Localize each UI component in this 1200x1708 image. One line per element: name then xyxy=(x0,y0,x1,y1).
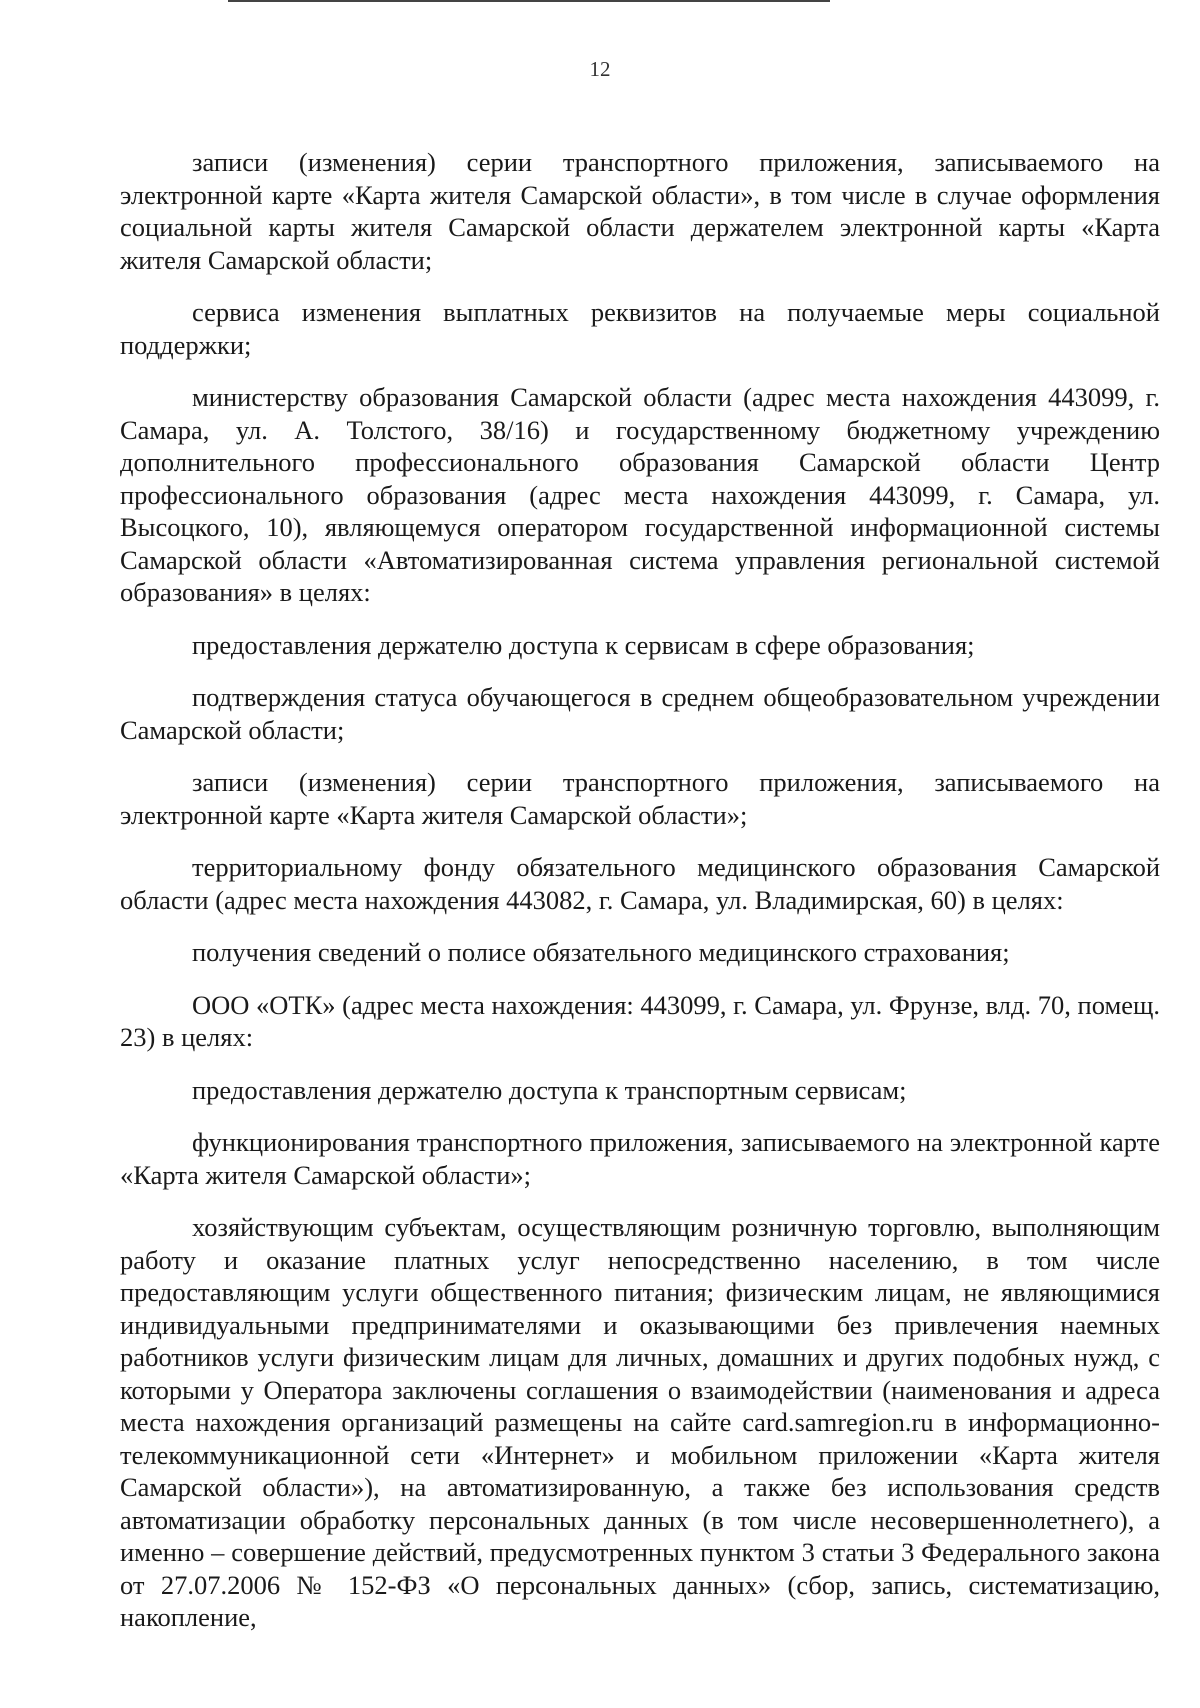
paragraph-ministry-of-education: министерству образования Самарской области (адрес места нахождения 443099, г. Самара, ул. А. Толстого, 38/16) и государственному бюджетному учреждению дополнительного профессионального образования Самарской области Центр профессионального образования (адрес места нахождения 443099, г. Самара, ул. Высоцкого, 10), являющемуся оператором государственной информационной системы Самарской области «Автоматизированная система управления региональной системой образования» в целях: xyxy=(120,382,1160,607)
paragraph-otk: ООО «ОТК» (адрес места нахождения: 443099, г. Самара, ул. Фрунзе, влд. 70, помещ. 23) в целях: xyxy=(120,989,1161,1052)
paragraph-transport-series-record: записи (изменения) серии транспортного приложения, записываемого на электронной карте «Карта жителя Самарской области»; xyxy=(120,767,1160,830)
paragraph-business-entities: хозяйствующим субъектам, осуществляющим розничную торговлю, выполняющим работу и оказание платных услуг непосредственно населению, в том числе предоставляющим услуги общественного питания; физическим лицам, не являющимися индивидуальными предпринимателями и оказывающими без привлечения наемных работников услуги физическим лицам для личных, домашних и других подобных нужд, с которыми у Оператора заключены соглашения о взаимодействии (наименования и адреса места нахождения организаций размещены на сайте card.samregion.ru в информационно-телекоммуникационной сети «Интернет» и мобильном приложении «Карта жителя Самарской области»), на автоматизированную, а также без использования средств автоматизации обработку персональных данных (в том числе несовершеннолетнего), а именно – совершение действий, предусмотренных пунктом 3 статьи 3 Федерального закона от 27.07.2006 № 152-ФЗ «О персональных данных» (сбор, запись, систематизацию, накопление, xyxy=(120,1212,1160,1632)
paragraph-education-services-access: предоставления держателю доступа к сервисам в сфере образования; xyxy=(192,629,975,660)
paragraph-payment-details-service: сервиса изменения выплатных реквизитов на получаемые меры социальной поддержки; xyxy=(120,297,1160,360)
scan-edge-rule xyxy=(228,0,830,2)
document-body xyxy=(120,146,1160,1654)
paragraph-insurance-policy: получения сведений о полисе обязательного медицинского страхования; xyxy=(192,937,1010,967)
page-number: 12 xyxy=(589,57,611,81)
paragraph-medical-fund: территориальному фонду обязательного медицинского образования Самарской области (адрес места нахождения 443082, г. Самара, ул. Владимирская, 60) в целях: xyxy=(120,852,1160,915)
paragraph-transport-series: записи (изменения) серии транспортного приложения, записываемого на электронной карте «Карта жителя Самарской области», в том числе в случае оформления социальной карты жителя Самарской области держателем электронной карты «Карта жителя Самарской области; xyxy=(120,147,1160,275)
paragraph-transport-app-function: функционирования транспортного приложения, записываемого на электронной карте «Карта жителя Самарской области»; xyxy=(120,1127,1160,1190)
paragraph-transport-services-access: предоставления держателю доступа к транспортным сервисам; xyxy=(192,1074,907,1105)
paragraph-student-status: подтверждения статуса обучающегося в среднем общеобразовательном учреждении Самарской области; xyxy=(120,682,1160,745)
